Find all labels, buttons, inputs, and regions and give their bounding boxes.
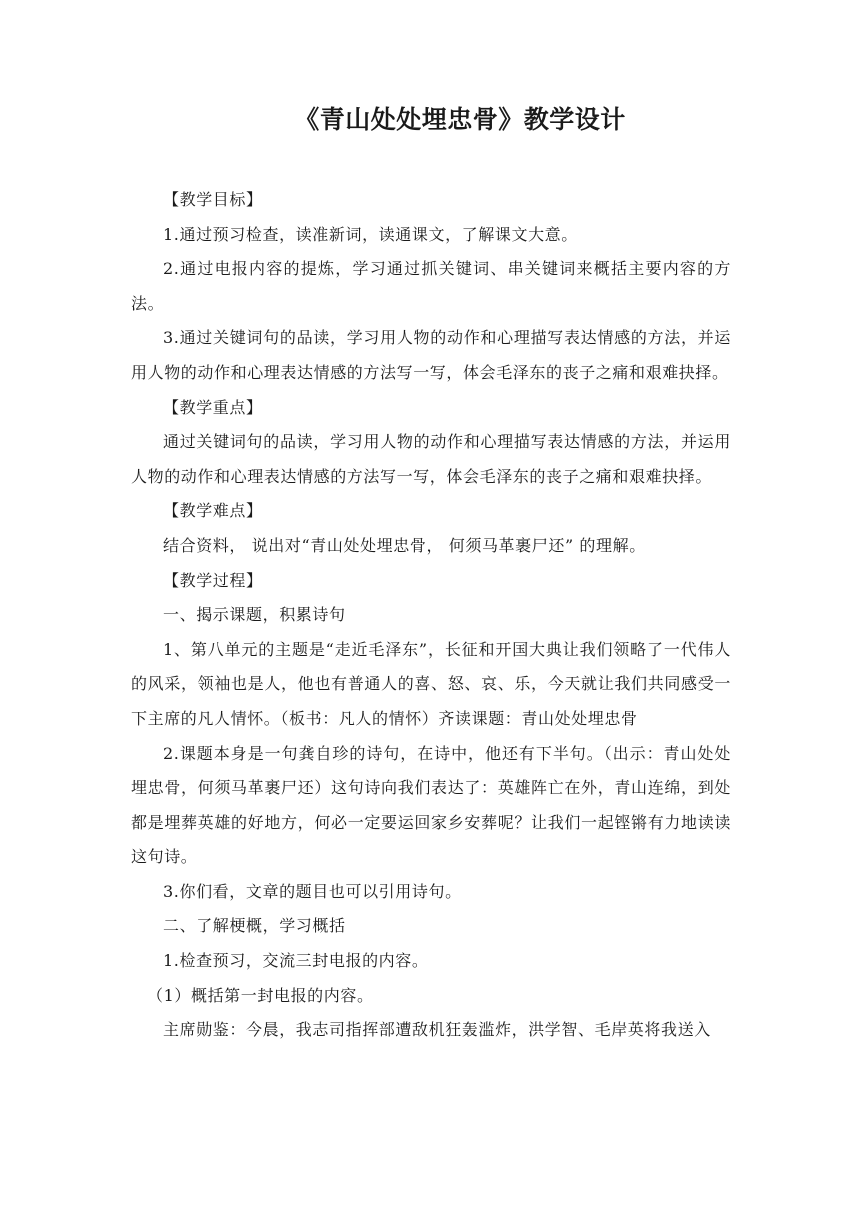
section-heading-key-points: 【教学重点】 (163, 397, 263, 417)
process-step-2-heading: 二、了解梗概，学习概括 (163, 916, 346, 936)
key-points-text: 通过关键词句的品读，学习用人物的动作和心理描写表达情感的方法，并运用人物的动作和心理表达情感的方法写一写，体会毛泽东的丧子之痛和艰难抉择。 (131, 432, 731, 486)
document-body (131, 183, 731, 1048)
process-step-1-item-2: 2.课题本身是一句龚自珍的诗句，在诗中，他还有下半句。（出示：青山处处埋忠骨，何须马革裹尸还）这句诗向我们表达了：英雄阵亡在外，青山连绵，到处都是埋葬英雄的好地方，何必一定要运回家乡安葬呢？让我们一起铿锵有力地读读这句诗。 (131, 743, 731, 867)
process-step-1-item-3: 3.你们看，文章的题目也可以引用诗句。 (163, 881, 462, 901)
process-step-2-item-1: 1.检查预习，交流三封电报的内容。 (163, 951, 429, 971)
process-step-1-item-1: 1、第八单元的主题是“走近毛泽东”，长征和开国大典让我们领略了一代伟人的风采，领袖也是人，他也有普通人的喜、怒、哀、乐，今天就让我们共同感受一下主席的凡人情怀。（板书：凡人的情怀）齐读课题：青山处处埋忠骨 (131, 639, 731, 728)
process-step-1-heading: 一、揭示课题，积累诗句 (163, 605, 346, 625)
section-heading-difficulties: 【教学难点】 (163, 501, 263, 521)
difficulties-text: 结合资料， 说出对“青山处处埋忠骨， 何须马革裹尸还” 的理解。 (163, 535, 646, 555)
process-step-2-subitem-1: （1）概括第一封电报的内容。 (147, 985, 374, 1005)
document-title: 《青山处处埋忠骨》教学设计 (294, 105, 626, 134)
section-heading-process: 【教学过程】 (163, 570, 263, 590)
objective-item-2: 2.通过电报内容的提炼，学习通过抓关键词、串关键词来概括主要内容的方法。 (131, 259, 731, 313)
section-heading-objectives: 【教学目标】 (163, 190, 263, 209)
telegram-excerpt: 主席勋鉴：今晨，我志司指挥部遭敌机狂轰滥炸，洪学智、毛岸英将我送入 (163, 1020, 711, 1040)
objective-item-1: 1.通过预习检查，读准新词，读通课文，了解课文大意。 (163, 224, 578, 244)
objective-item-3: 3.通过关键词句的品读，学习用人物的动作和心理描写表达情感的方法，并运用人物的动作和心理表达情感的方法写一写，体会毛泽东的丧子之痛和艰难抉择。 (131, 328, 731, 382)
